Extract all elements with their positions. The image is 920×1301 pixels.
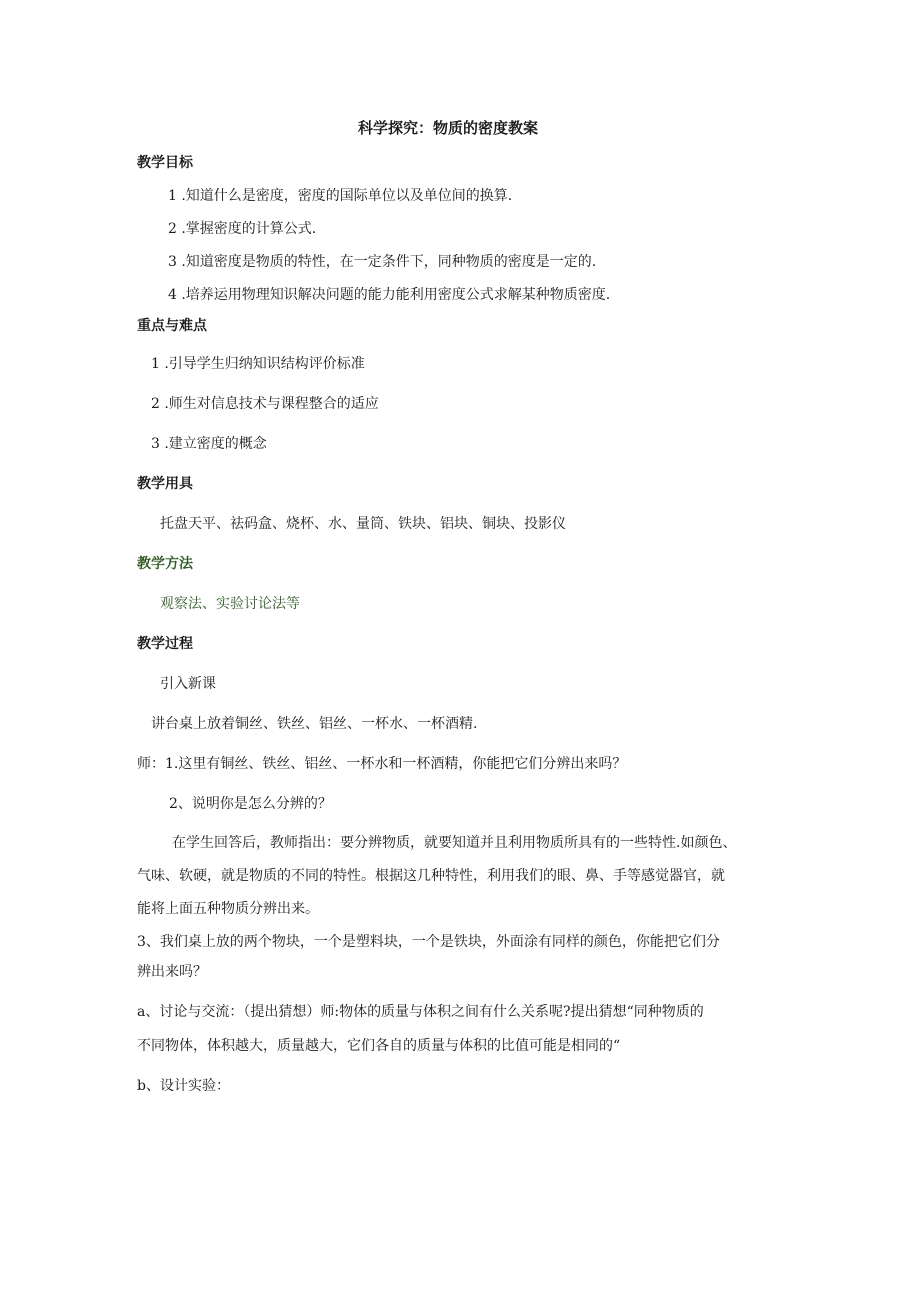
methods-text: 观察法、实验讨论法等: [160, 596, 300, 612]
objective-item: 3 .知道密度是物质的特性，在一定条件下，同种物质的密度是一定的.: [168, 254, 597, 270]
process-paragraph: 2、说明你是怎么分辨的？: [169, 796, 332, 812]
objective-item: 2 .掌握密度的计算公式.: [168, 221, 317, 237]
process-paragraph-line: 3、我们桌上放的两个物块，一个是塑料块，一个是铁块，外面涂有同样的颜色，你能把它们分: [137, 934, 720, 950]
objective-item: 4 .培养运用物理知识解决问题的能力能利用密度公式求解某种物质密度.: [168, 287, 611, 303]
process-intro: 引入新课: [160, 676, 216, 692]
tools-text: 托盘天平、祛码盒、烧杯、水、量筒、铁块、铝块、铜块、投影仪: [160, 516, 566, 532]
process-paragraph-line: 辨出来吗？: [137, 964, 207, 980]
key-point-item: 1 .引导学生归纳知识结构评价标准: [151, 356, 365, 372]
section-heading-tools: 教学用具: [137, 476, 193, 492]
page-title: 科学探究：物质的密度教案: [358, 119, 539, 137]
process-paragraph: 师：1.这里有铜丝、铁丝、铝丝、一杯水和一杯酒精，你能把它们分辨出来吗？: [137, 756, 627, 772]
section-heading-key-points: 重点与难点: [137, 318, 207, 334]
section-heading-objectives: 教学目标: [137, 155, 193, 171]
objective-item: 1 .知道什么是密度，密度的国际单位以及单位间的换算.: [168, 188, 513, 204]
process-paragraph-line: 气味、软硬，就是物质的不同的特性。根据这几种特性，利用我们的眼、鼻、手等感觉器官，就: [137, 868, 725, 884]
key-point-item: 3 .建立密度的概念: [151, 436, 267, 452]
process-paragraph-line: 在学生回答后，教师指出：要分辨物质，就要知道并且利用物质所具有的一些特性.如颜色、: [172, 835, 737, 851]
process-paragraph-line: 不同物体，体积越大，质量越大，它们各自的质量与体积的比值可能是相同的“: [137, 1038, 621, 1054]
process-paragraph: b、设计实验：: [137, 1078, 230, 1094]
key-point-item: 2 .师生对信息技术与课程整合的适应: [151, 396, 379, 412]
process-paragraph-line: a、讨论与交流：（提出猜想）师:物体的质量与体积之间有什么关系呢?提出猜想“同种物质的: [137, 1004, 704, 1020]
process-paragraph-line: 能将上面五种物质分辨出来。: [137, 901, 319, 917]
process-paragraph: 讲台桌上放着铜丝、铁丝、铝丝、一杯水、一杯酒精.: [151, 716, 478, 732]
section-heading-methods: 教学方法: [137, 556, 193, 572]
section-heading-process: 教学过程: [137, 636, 193, 652]
